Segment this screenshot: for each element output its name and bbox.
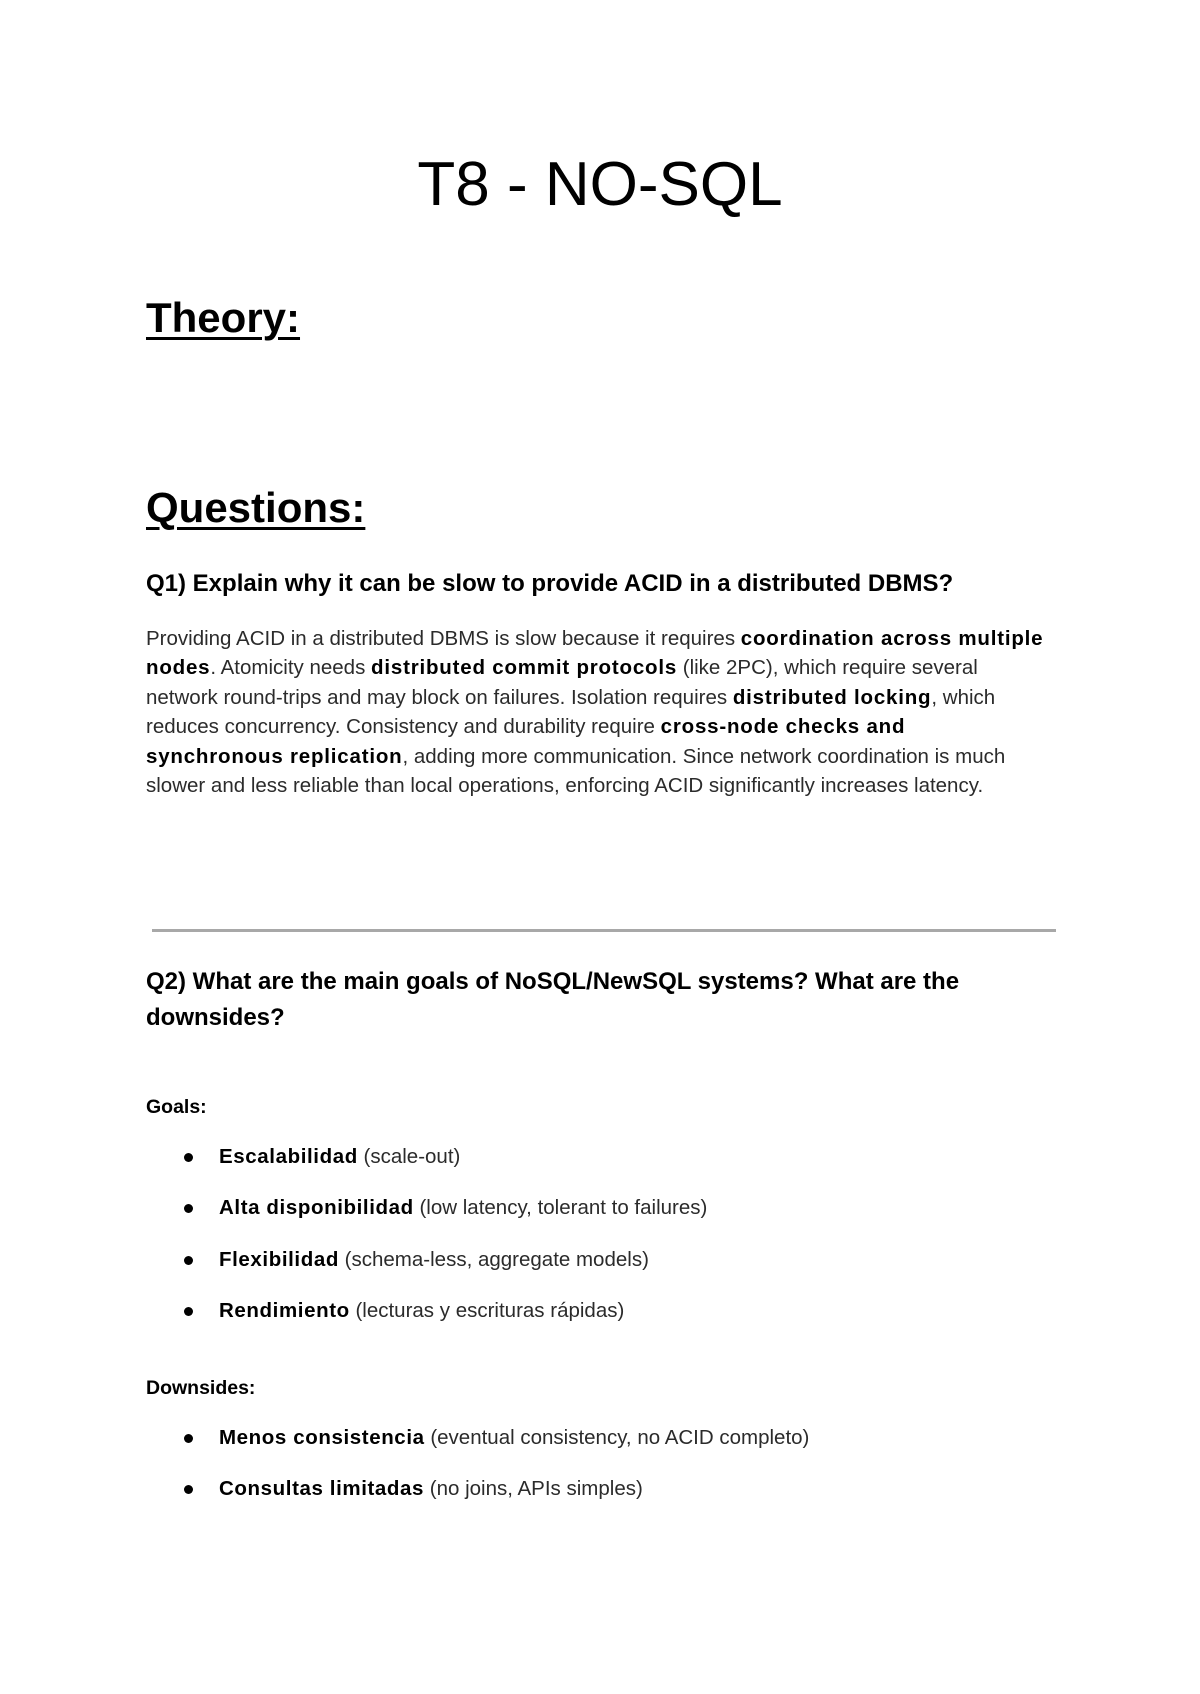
downside-term: Consultas limitadas	[219, 1477, 425, 1501]
bullet-icon	[184, 1434, 193, 1443]
downside-term: Menos consistencia	[219, 1426, 425, 1449]
goal-term: Flexibilidad	[219, 1247, 339, 1271]
bullet-icon	[184, 1485, 193, 1494]
answer-emphasis: coordination across multiple nodes	[146, 627, 1044, 680]
goal-description: (schema-less, aggregate models)	[338, 1247, 649, 1271]
goals-list	[146, 1142, 1046, 1347]
bullet-icon	[184, 1153, 193, 1162]
bullet-icon	[184, 1256, 193, 1265]
answer-text: . Atomicity needs	[210, 656, 372, 680]
goal-description: (scale-out)	[357, 1145, 461, 1168]
section-heading-theory: Theory:	[146, 294, 301, 341]
goal-term: Alta disponibilidad	[219, 1196, 414, 1220]
document-title: T8 - NO-SQL	[417, 150, 783, 219]
list-item	[146, 1245, 1046, 1296]
downsides-list	[146, 1423, 1046, 1526]
answer-emphasis: cross-node checks and synchronous replication	[146, 715, 906, 768]
answer-text: (like 2PC), which require several network round-trips and may block on failures. Isolation requires	[146, 656, 978, 709]
goal-term: Rendimiento	[219, 1298, 350, 1322]
answer-emphasis: distributed commit protocols	[371, 656, 678, 680]
list-item	[146, 1423, 1046, 1474]
answer-text: , which reduces concurrency. Consistency and durability require	[146, 685, 996, 739]
section-heading-questions: Questions:	[146, 484, 366, 531]
downside-description: (no joins, APIs simples)	[424, 1477, 643, 1501]
list-item	[146, 1142, 1046, 1193]
answer-text: Providing ACID in a distributed DBMS is slow because it requires	[146, 627, 741, 650]
list-item	[146, 1296, 1046, 1347]
downside-description: (eventual consistency, no ACID completo)	[424, 1426, 810, 1449]
list-item	[146, 1474, 1046, 1525]
question-1-answer	[146, 624, 1046, 800]
goal-description: (lecturas y escrituras rápidas)	[349, 1298, 625, 1322]
downsides-label: Downsides:	[146, 1377, 256, 1399]
goals-label: Goals:	[146, 1096, 207, 1118]
answer-text: , adding more communication. Since network coordination is much slower and less reliable than local operations, enforcing ACID significantly increases latency.	[146, 744, 1006, 798]
goal-term: Escalabilidad	[219, 1145, 358, 1168]
bullet-icon	[184, 1204, 193, 1213]
bullet-icon	[184, 1307, 193, 1316]
question-1-heading: Q1) Explain why it can be slow to provide ACID in a distributed DBMS?	[146, 570, 954, 597]
goal-description: (low latency, tolerant to failures)	[413, 1196, 708, 1220]
question-2-heading: Q2) What are the main goals of NoSQL/NewSQL systems? What are the downsides?	[146, 968, 960, 1031]
answer-emphasis: distributed locking	[732, 685, 932, 709]
list-item	[146, 1193, 1046, 1244]
horizontal-divider	[152, 929, 1056, 932]
